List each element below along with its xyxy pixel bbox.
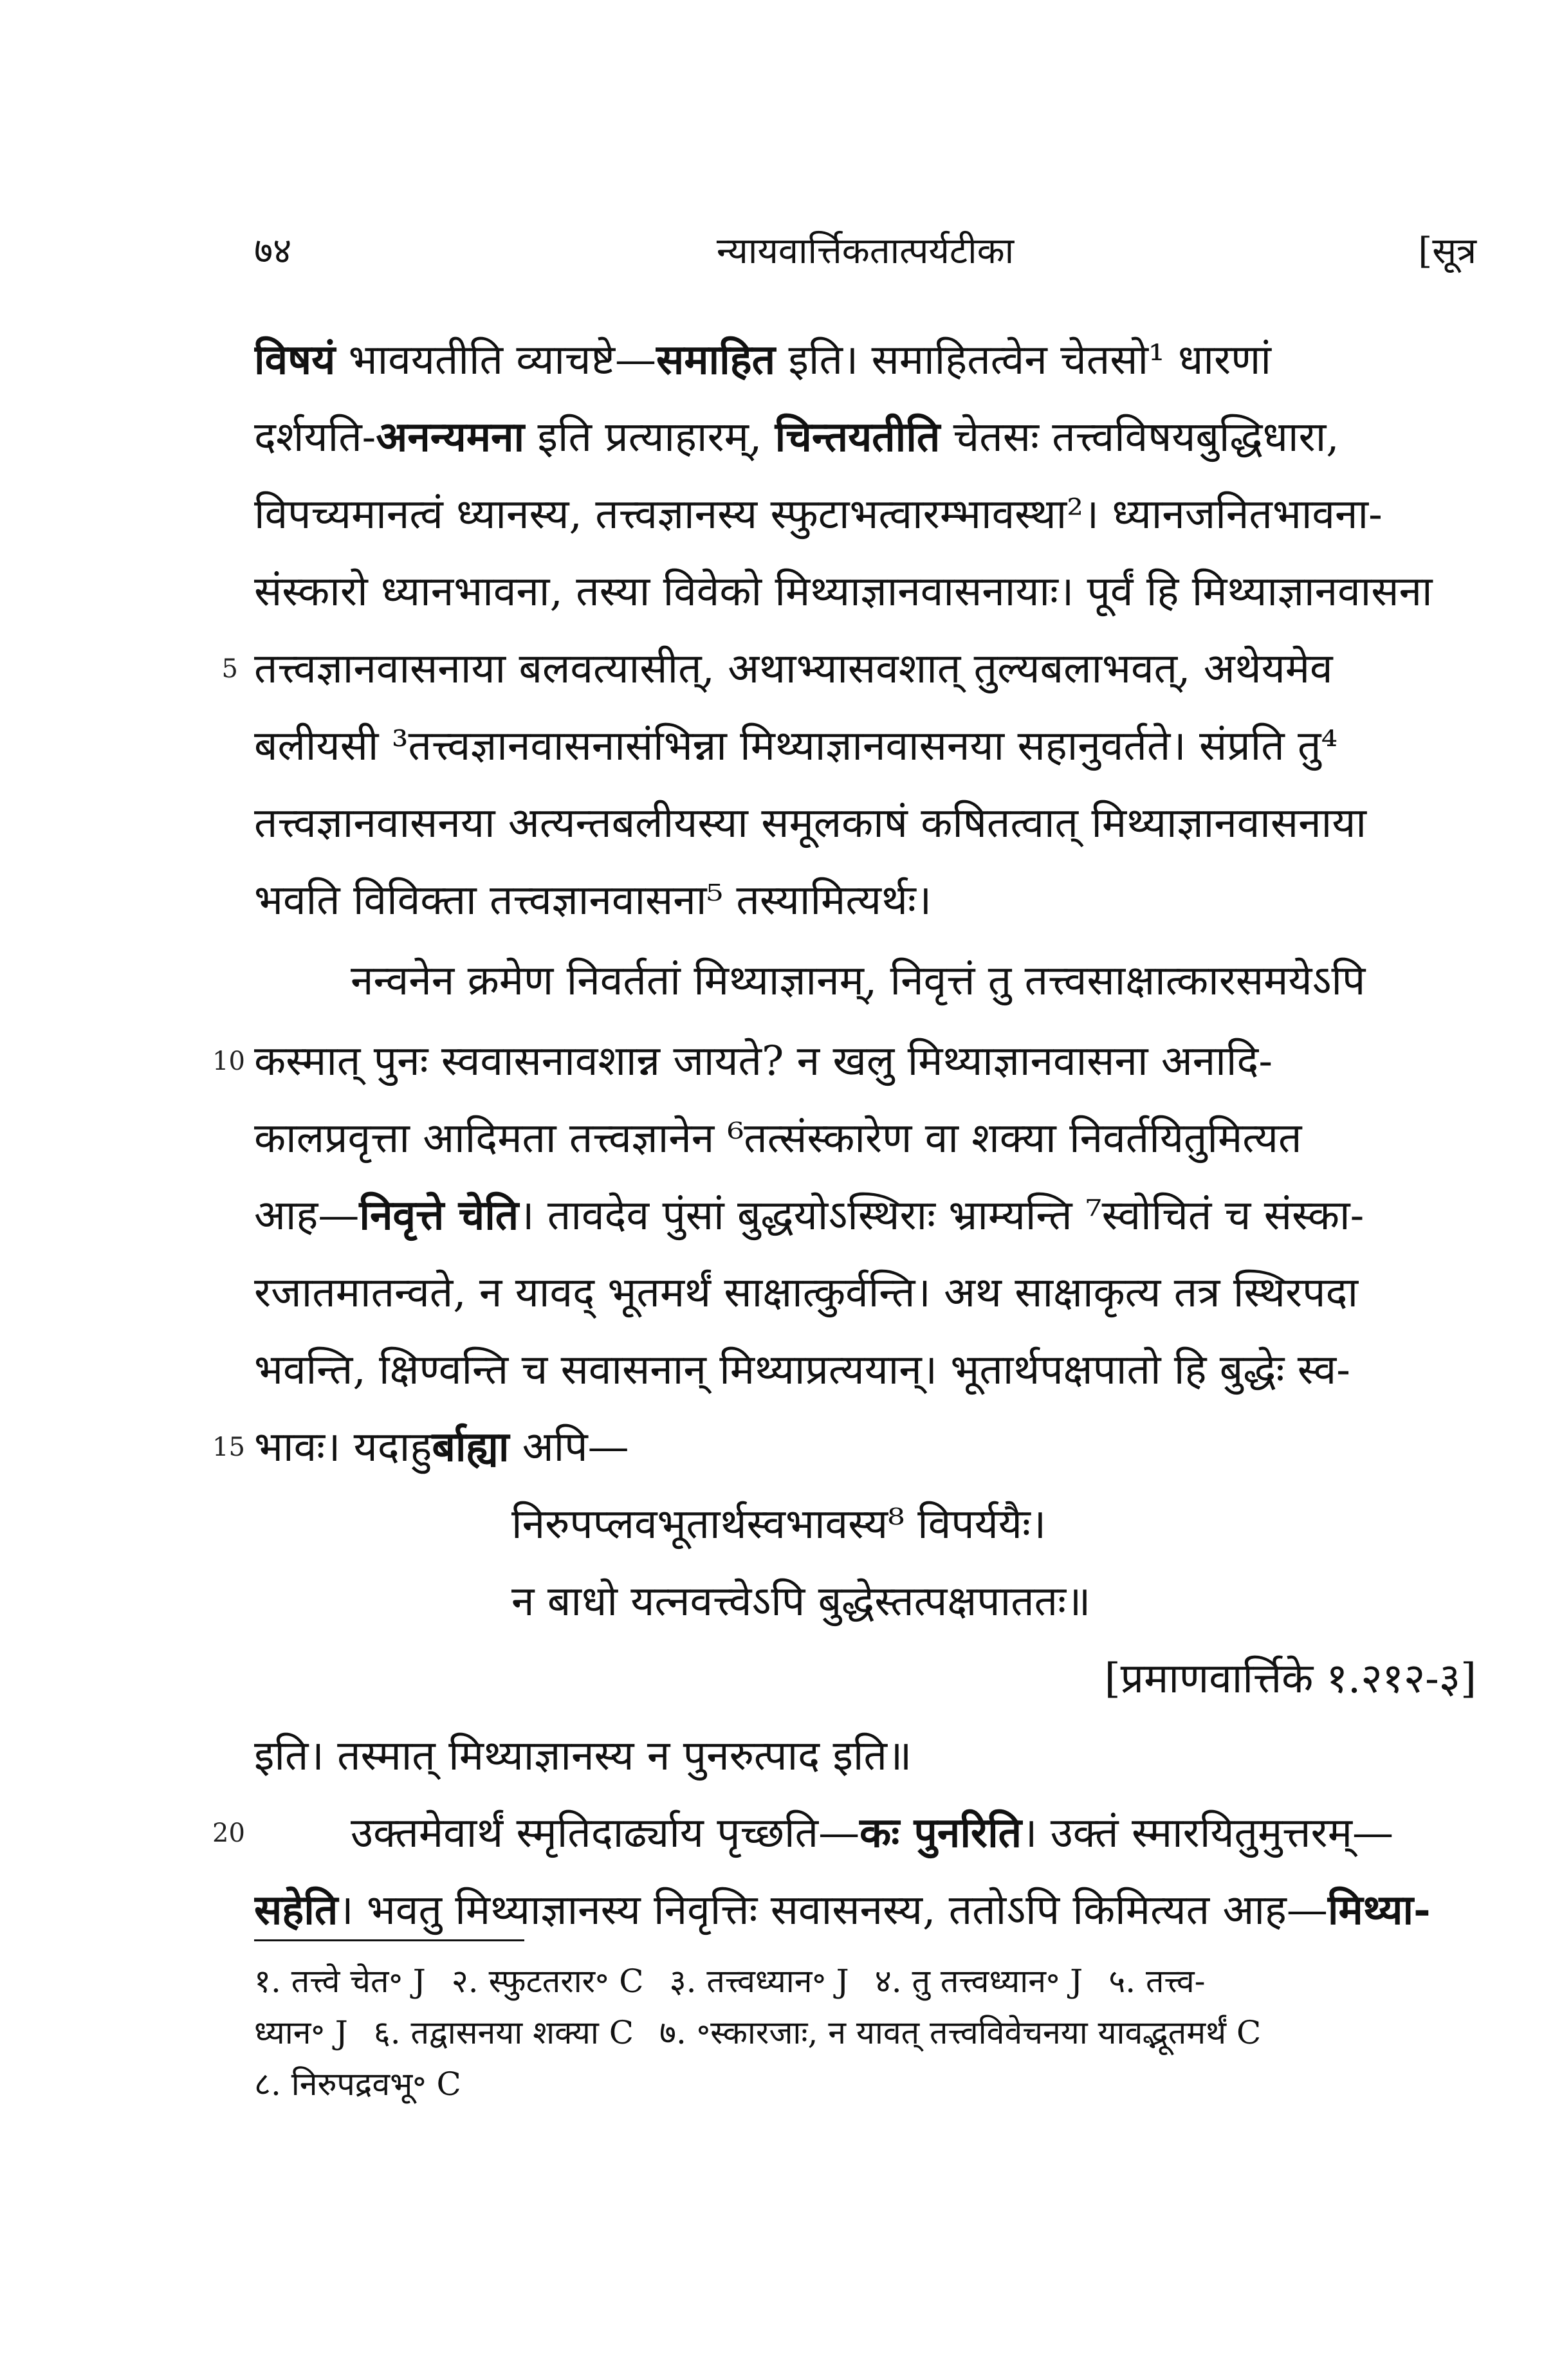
bold-term: र्बाह्या <box>432 1423 510 1471</box>
bold-term: कः पुनरिति <box>859 1809 1022 1857</box>
text-line <box>254 322 1476 399</box>
bold-term: विषयं <box>254 336 336 384</box>
text-line <box>254 708 1476 785</box>
footnote-line <box>254 2007 1476 2058</box>
text-segment: संस्कारो ध्यानभावना, तस्या विवेको मिथ्याज्ञानवासनायाः। पूर्वं हि मिथ्याज्ञानवासना <box>254 568 1433 616</box>
bold-term: चिन्तयतीति <box>775 413 941 461</box>
footnote: ७. ॰स्कारजाः, न यावत् तत्त्वविवेचनया यावद्भूतमर्थं C <box>659 2014 1262 2051</box>
text-segment: रजातमातन्वते, न यावद् भूतमर्थं साक्षात्कुर्वन्ति। अथ साक्षाकृत्य तत्र स्थिरपदा <box>254 1269 1359 1317</box>
text-line <box>254 476 1476 553</box>
bold-term: सहेति <box>254 1886 338 1934</box>
text-segment: नन्वनेन क्रमेण निवर्ततां मिथ्याज्ञानम्, निवृत्तं तु तत्त्वसाक्षात्कारसमयेऽपि <box>351 957 1366 1005</box>
text-segment: तत्त्वज्ञानवासनया अत्यन्तबलीयस्या समूलकाषं कषितत्वात् मिथ्याज्ञानवासनाया <box>254 800 1366 847</box>
line-number: 5 <box>221 654 238 684</box>
text-segment: न बाधो यत्नवत्त्वेऽपि बुद्धेस्तत्पक्षपाततः॥ <box>511 1578 1091 1625</box>
text-line <box>254 1486 1476 1563</box>
text-line <box>254 553 1476 630</box>
bold-term: निवृत्ते चेति <box>359 1191 519 1240</box>
text-segment: तत्त्वज्ञानवासनाया बलवत्यासीत्, अथाभ्यासवशात् तुल्यबलाभवत्, अथेयमेव <box>254 645 1333 693</box>
footnote: ध्यान॰ J <box>254 2014 348 2051</box>
footnote: ८. निरुपद्रवभू॰ C <box>254 2065 461 2103</box>
text-line <box>254 630 1476 708</box>
text-segment: चेतसः तत्त्वविषयबुद्धिधारा, <box>940 414 1339 461</box>
text-segment: कालप्रवृत्ता आदिमता तत्त्वज्ञानेन ⁶तत्संस्कारेण वा शक्या निवर्तयितुमित्यत <box>254 1115 1302 1162</box>
bold-term: अनन्यमना <box>376 413 525 461</box>
bold-term: समाहित <box>656 336 776 384</box>
text-segment: । भवतु मिथ्याज्ञानस्य निवृत्तिः सवासनस्य, ततोऽपि किमित्यत आह— <box>338 1887 1328 1934</box>
text-line <box>254 1872 1476 1949</box>
section-label: [सूत्र <box>1418 230 1476 272</box>
footnote: २. स्फुटतरार॰ C <box>451 1963 644 2000</box>
text-segment: । उक्तं स्मारयितुमुत्तरम्— <box>1022 1809 1393 1857</box>
footnote-rule <box>254 1939 524 1941</box>
page-number: ७४ <box>254 230 292 272</box>
footnote: ३. तत्त्वध्यान॰ J <box>669 1963 849 2000</box>
text-segment: भवन्ति, क्षिण्वन्ति च सवासनान् मिथ्याप्रत्ययान्। भूतार्थपक्षपातो हि बुद्धेः स्व- <box>254 1346 1350 1394</box>
running-title: न्यायवार्त्तिकतात्पर्यटीका <box>716 230 1015 272</box>
text-segment: उक्तमेवार्थं स्मृतिदार्ढ्याय पृच्छति— <box>351 1809 860 1857</box>
text-line <box>254 1332 1476 1409</box>
footnote: ५. तत्त्व- <box>1108 1963 1206 2000</box>
text-line <box>254 862 1476 939</box>
text-segment: आह— <box>254 1192 360 1240</box>
line-number: 10 <box>212 1047 245 1076</box>
text-segment: भावयतीति व्याचष्टे— <box>335 336 656 384</box>
line-number: 15 <box>212 1433 245 1462</box>
text-segment: निरुपप्लवभूतार्थस्वभावस्य⁸ विपर्ययैः। <box>511 1501 1047 1548</box>
line-number: 20 <box>212 1818 245 1848</box>
text-segment: भावः। यदाहु <box>254 1423 432 1471</box>
text-line <box>254 1563 1476 1640</box>
text-line <box>254 1100 1476 1177</box>
text-line <box>254 1409 1476 1486</box>
text-line <box>254 1023 1476 1100</box>
text-segment: कस्मात् पुनः स्ववासनावशान्न जायते? न खलु मिथ्याज्ञानवासना अनादि- <box>254 1038 1273 1085</box>
text-segment: भवति विविक्ता तत्त्वज्ञानवासना⁵ तस्यामित्यर्थः। <box>254 877 932 924</box>
text-line <box>254 1717 1476 1795</box>
text-line <box>254 1795 1476 1872</box>
text-segment: [प्रमाणवार्त्तिके १.२१२-३] <box>1104 1655 1476 1703</box>
text-segment: अपि— <box>509 1423 629 1471</box>
text-segment: बलीयसी ³तत्त्वज्ञानवासनासंभिन्ना मिथ्याज्ञानवासनया सहानुवर्तते। संप्रति तु⁴ <box>254 722 1338 770</box>
footnote-line <box>254 2058 1476 2110</box>
text-line <box>254 1640 1476 1717</box>
footnote: ४. तु तत्त्वध्यान॰ J <box>874 1963 1083 2000</box>
text-segment: । तावदेव पुंसां बुद्धयोऽस्थिराः भ्राम्यन्ति ⁷स्वोचितं च संस्का- <box>519 1192 1365 1240</box>
text-line <box>254 1254 1476 1332</box>
footnote: १. तत्त्वे चेत॰ J <box>254 1963 426 2000</box>
footnote-line <box>254 1955 1476 2007</box>
text-line <box>254 399 1476 476</box>
text-line <box>254 942 1476 1020</box>
text-line <box>254 1177 1476 1254</box>
text-line <box>254 785 1476 862</box>
text-segment: इति। तस्मात् मिथ्याज्ञानस्य न पुनरुत्पाद इति॥ <box>254 1732 912 1780</box>
text-segment: इति प्रत्याहारम्, <box>524 414 775 461</box>
text-segment: इति। समाहितत्वेन चेतसो¹ धारणां <box>775 336 1272 384</box>
text-segment: दर्शयति- <box>254 414 376 461</box>
bold-term: मिथ्या- <box>1327 1886 1431 1934</box>
text-segment: विपच्यमानत्वं ध्यानस्य, तत्त्वज्ञानस्य स्फुटाभत्वारम्भावस्था²। ध्यानजनितभावना- <box>254 491 1383 538</box>
page-header <box>254 225 1476 277</box>
footnote: ६. तद्वासनया शक्या C <box>373 2014 634 2051</box>
